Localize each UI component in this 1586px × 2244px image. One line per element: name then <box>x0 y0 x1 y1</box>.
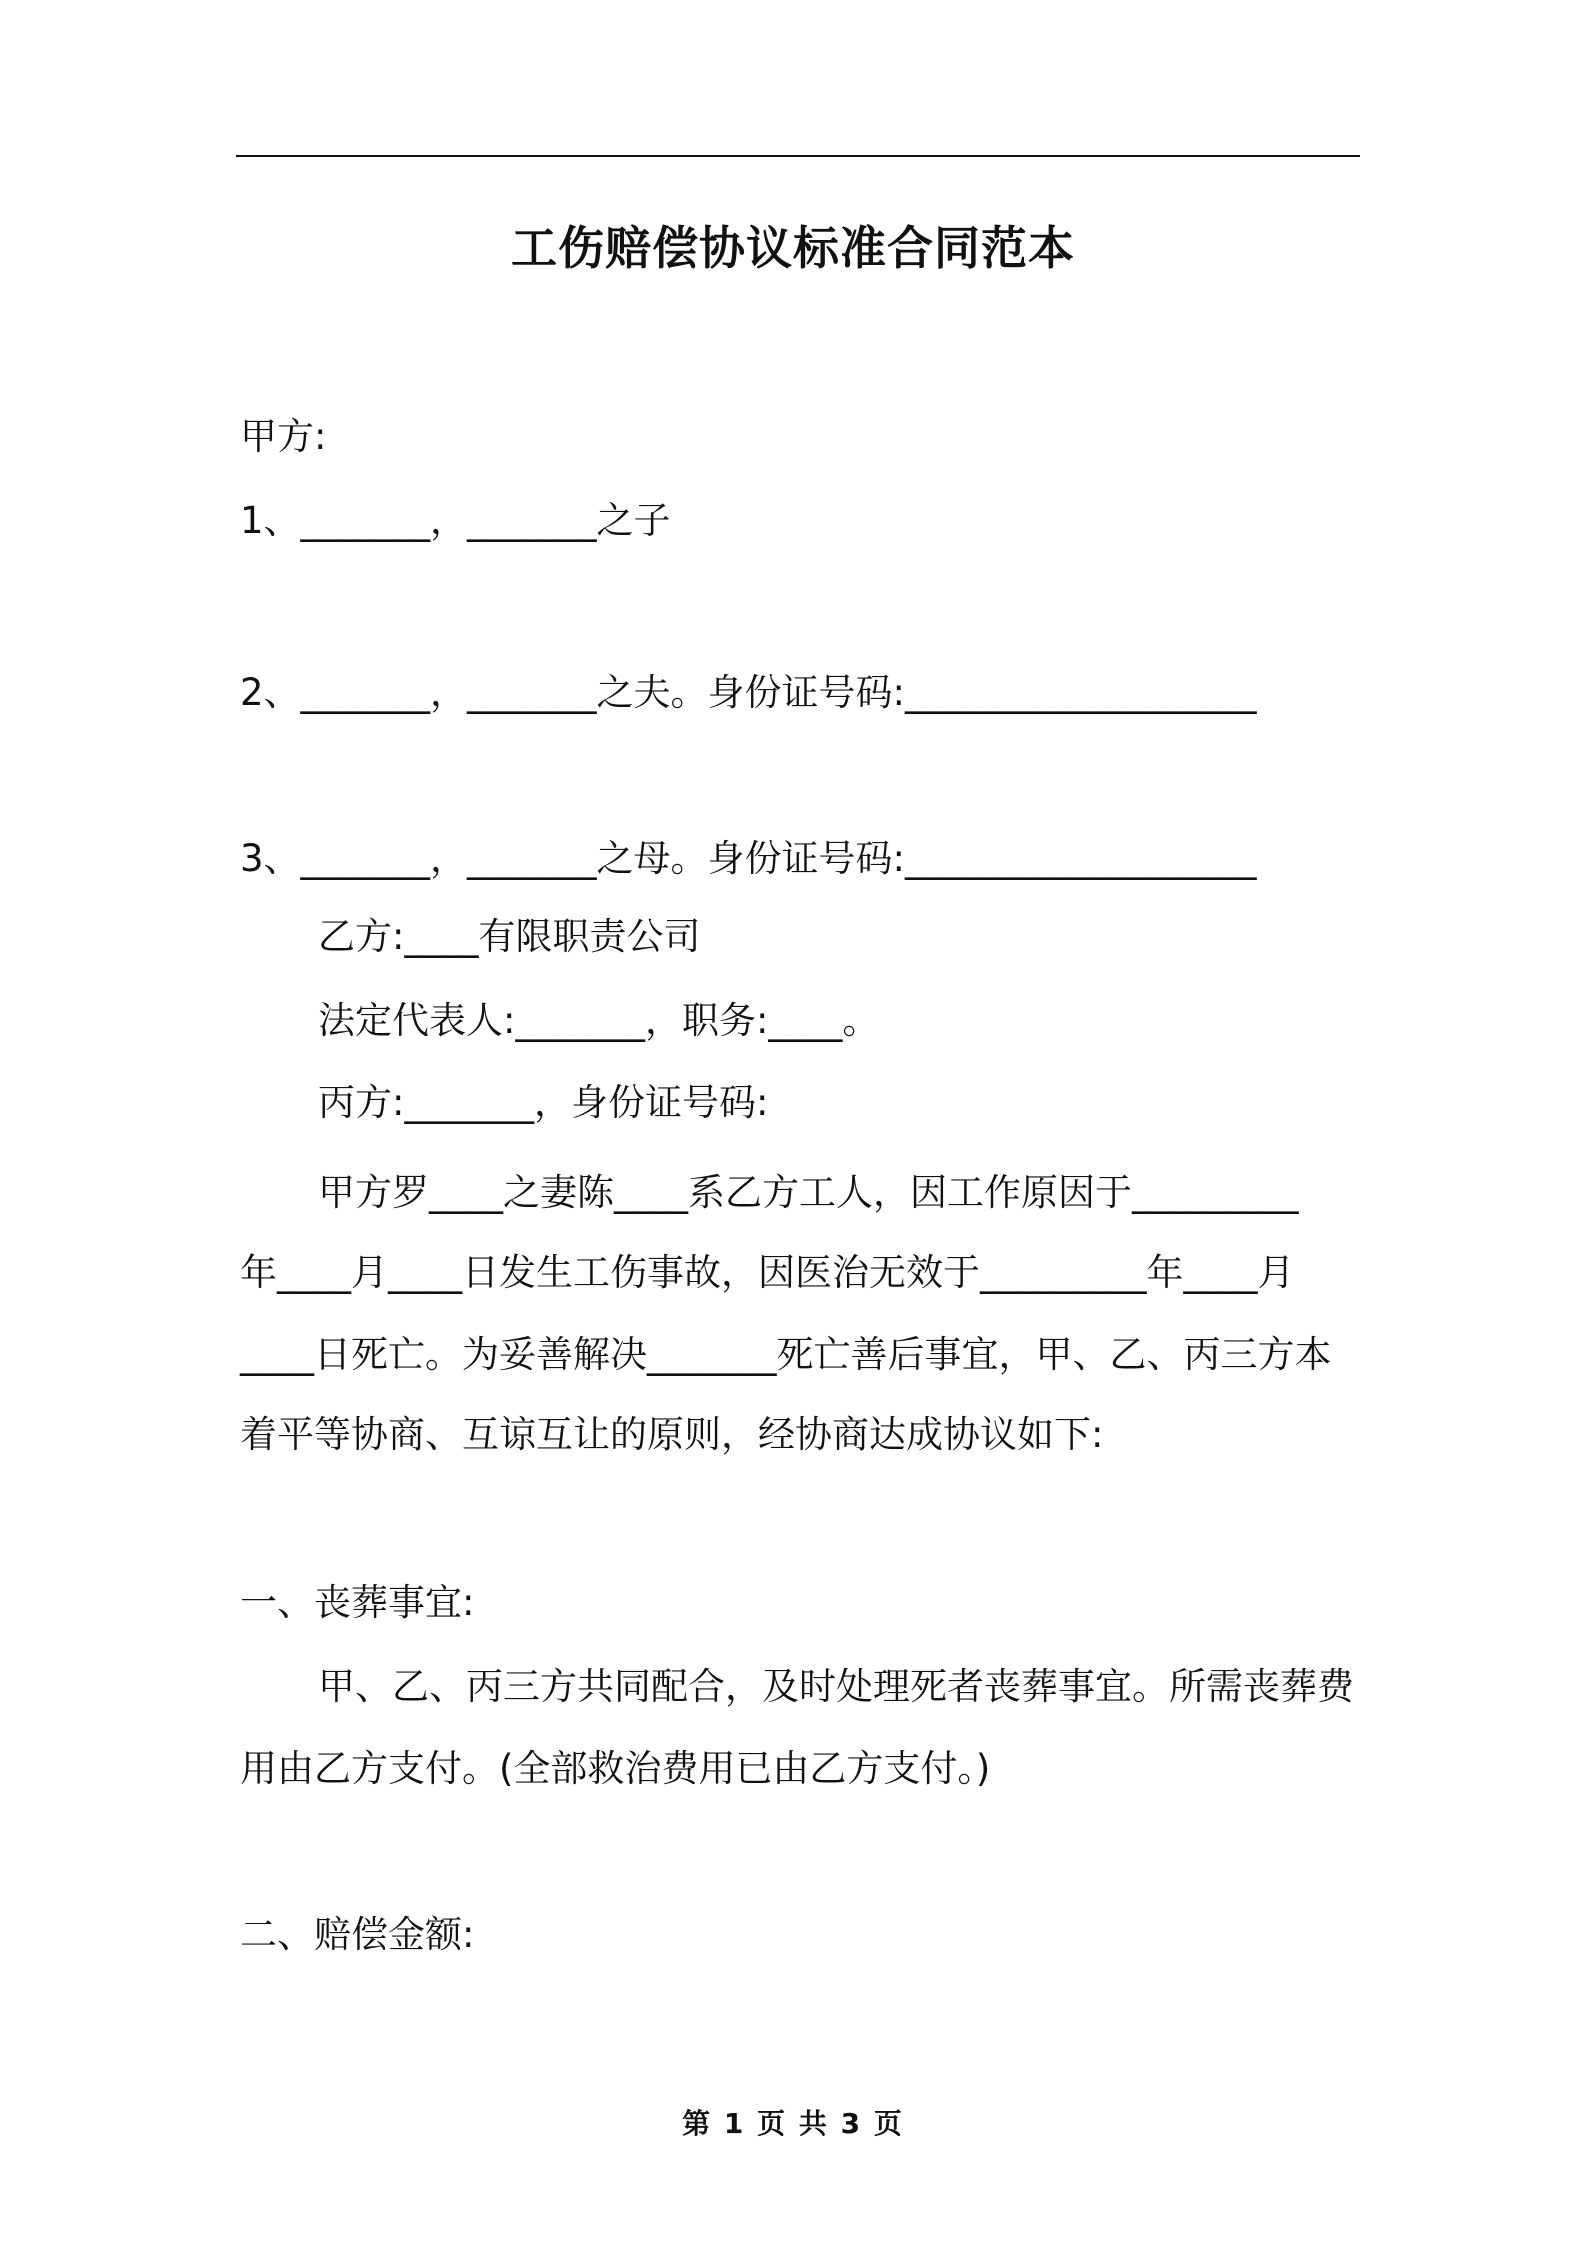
party-a-label: 甲方: <box>240 415 327 458</box>
party-a-item-2: 2、_______，_______之夫。身份证号码:___________________ <box>240 671 1257 714</box>
legal-rep-line: 法定代表人:_______，职务:____。 <box>318 999 880 1042</box>
preamble-line-4: 着平等协商、互谅互让的原则，经协商达成协议如下: <box>240 1413 1104 1456</box>
party-a-item-3: 3、_______，_______之母。身份证号码:___________________ <box>240 837 1257 880</box>
preamble-line-3: ____日死亡。为妥善解决_______死亡善后事宜，甲、乙、丙三方本 <box>240 1333 1332 1376</box>
document-title: 工伤赔偿协议标准合同范本 <box>511 221 1075 275</box>
party-c-line: 丙方:_______，身份证号码: <box>318 1081 769 1124</box>
preamble-line-1: 甲方罗____之妻陈____系乙方工人，因工作原因于_________ <box>318 1171 1299 1214</box>
party-b-line: 乙方:____有限职责公司 <box>318 915 701 958</box>
section-2-heading: 二、赔偿金额: <box>240 1913 475 1956</box>
page-indicator: 第 1 页 共 3 页 <box>682 2107 904 2140</box>
section-1-heading: 一、丧葬事宜: <box>240 1581 475 1624</box>
section-1-text-1: 甲、乙、丙三方共同配合，及时处理死者丧葬事宜。所需丧葬费 <box>318 1665 1354 1708</box>
preamble-line-2: 年____月____日发生工伤事故，因医治无效于_________年____月 <box>240 1251 1295 1294</box>
party-a-item-1: 1、_______，_______之子 <box>240 499 671 542</box>
section-1-text-2: 用由乙方支付。(全部救治费用已由乙方支付。) <box>240 1747 991 1790</box>
header-rule <box>236 155 1360 157</box>
